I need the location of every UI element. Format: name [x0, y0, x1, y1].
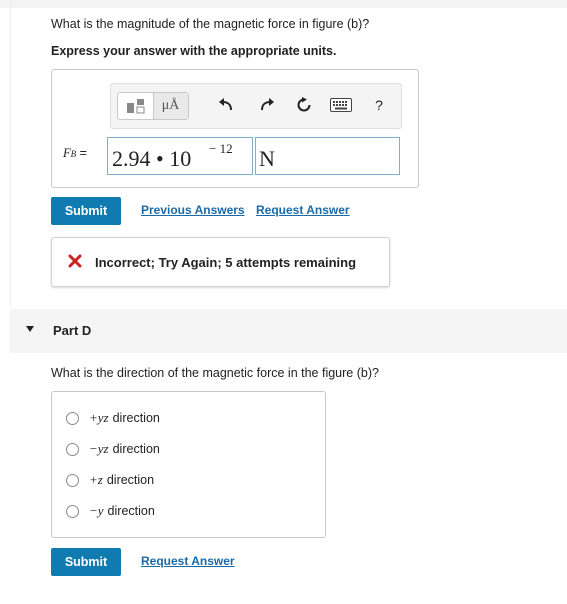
units-button[interactable]: [153, 93, 188, 119]
value-input[interactable]: [107, 137, 253, 175]
submit-button[interactable]: Submit: [51, 197, 121, 225]
radio-button[interactable]: [66, 412, 79, 425]
variable-subscript: B: [70, 149, 77, 159]
help-button[interactable]: ?: [375, 97, 383, 113]
part-d-request-answer-link[interactable]: Request Answer: [141, 554, 235, 568]
templates-icon[interactable]: [119, 93, 153, 119]
part-d-header[interactable]: [10, 309, 567, 353]
equals-sign: =: [76, 146, 87, 160]
caret-down-icon[interactable]: [26, 326, 34, 332]
choice-option[interactable]: [66, 410, 160, 426]
feedback-text: Incorrect; Try Again; 5 attempts remaining: [95, 255, 357, 270]
choice-math: −yz: [89, 441, 109, 456]
radio-button[interactable]: [66, 505, 79, 518]
template-buttons: [117, 92, 189, 120]
radio-button[interactable]: [66, 474, 79, 487]
part-d-prompt: What is the direction of the magnetic force in the figure (b)?: [51, 366, 379, 380]
feedback-box: [51, 237, 390, 287]
unit-input[interactable]: [255, 137, 400, 175]
part-d-title: Part D: [53, 323, 92, 338]
value-exponent: − 12: [209, 141, 233, 156]
choice-math: +yz: [89, 410, 109, 425]
radio-button[interactable]: [66, 443, 79, 456]
equation-toolbar: [110, 83, 402, 129]
previous-answers-link[interactable]: Previous Answers: [141, 203, 245, 217]
left-rule: [10, 0, 11, 306]
keyboard-icon[interactable]: [327, 92, 355, 118]
request-answer-link[interactable]: Request Answer: [256, 203, 350, 217]
choice-math: +z: [89, 472, 103, 487]
reset-icon[interactable]: [291, 92, 317, 118]
choice-label: direction: [112, 411, 160, 425]
value-text: 2.94 • 10: [112, 146, 192, 171]
unit-text: N: [259, 146, 275, 171]
choice-option[interactable]: [66, 441, 160, 457]
part-d-submit-button[interactable]: Submit: [51, 548, 121, 576]
choice-option[interactable]: [66, 503, 155, 519]
undo-icon[interactable]: [213, 92, 239, 118]
choice-label: direction: [106, 473, 155, 487]
choice-math: −y: [89, 503, 104, 518]
units-label: μÅ: [161, 98, 180, 113]
redo-icon[interactable]: [254, 92, 280, 118]
choice-label: direction: [112, 442, 160, 456]
choice-label: direction: [107, 504, 155, 518]
answer-variable-label: [63, 146, 87, 161]
close-icon: [67, 253, 83, 269]
question-prompt: What is the magnitude of the magnetic force in figure (b)?: [51, 17, 370, 31]
choice-option[interactable]: [66, 472, 154, 488]
top-band: [0, 0, 567, 8]
question-instruction: Express your answer with the appropriate units.: [51, 44, 337, 58]
variable-symbol: F: [63, 146, 71, 160]
